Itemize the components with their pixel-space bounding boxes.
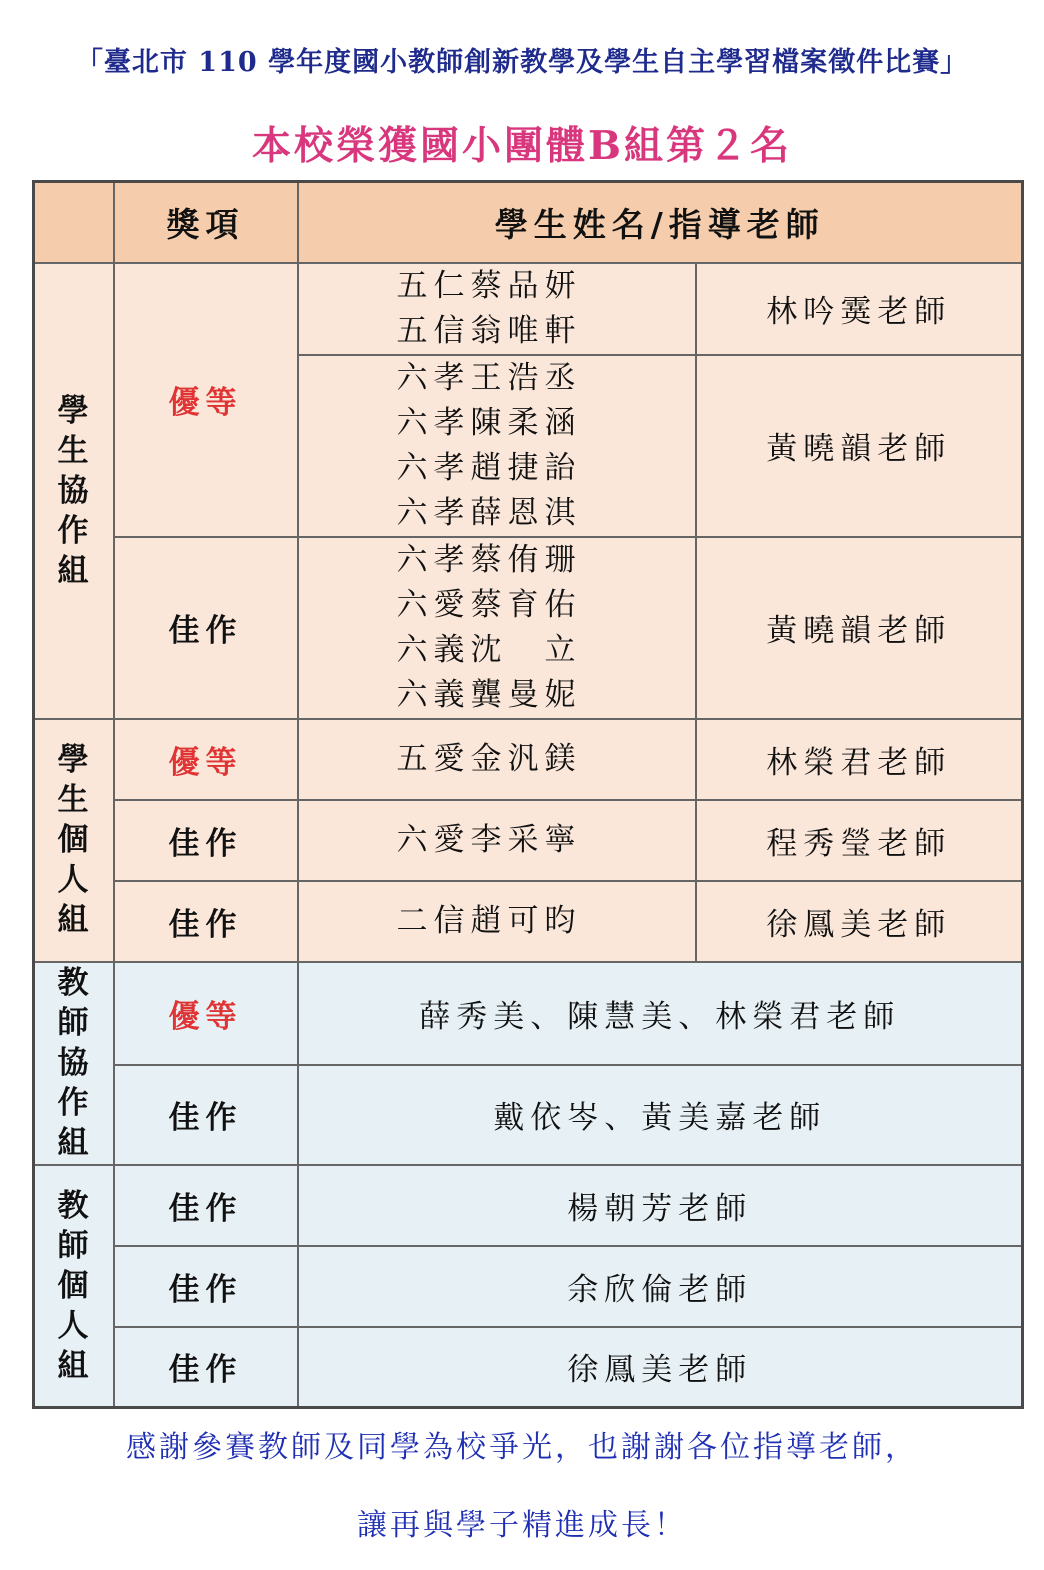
table-row (34, 1065, 1023, 1165)
group-student-team-label: 學生協作組 (57, 392, 95, 589)
student-name: 六孝趙捷詒 (396, 449, 582, 486)
award-cell: 佳作 (114, 1246, 298, 1327)
student-name-cell (298, 719, 696, 800)
teacher-names-cell: 余欣倫老師 (298, 1246, 1023, 1327)
teacher-names-cell: 徐鳳美老師 (298, 1327, 1023, 1408)
student-name: 六愛蔡育佑 (396, 586, 582, 623)
achievement-title: 本校榮獲國小團體B組第２名 (252, 123, 792, 169)
group-teacher-team-label: 教師協作組 (57, 965, 95, 1161)
award-cell: 優等 (114, 263, 298, 537)
student-name: 六義沈 立 (396, 631, 582, 668)
table-row (34, 1327, 1023, 1408)
student-name-cell (298, 881, 696, 962)
table-row (34, 263, 1023, 355)
group-student-individual-label: 學生個人組 (57, 742, 95, 938)
student-name: 六孝薛恩淇 (396, 494, 582, 531)
student-name: 六孝蔡侑珊 (396, 541, 582, 578)
student-name: 五信翁唯軒 (396, 312, 582, 349)
student-name: 二信趙可昀 (396, 902, 582, 939)
student-name: 五仁蔡品妍 (396, 267, 582, 304)
table-row (34, 537, 1023, 719)
teacher-names-cell: 戴依岑、黃美嘉老師 (298, 1065, 1023, 1165)
header-blank-cell (34, 182, 114, 263)
group-student-team (34, 263, 114, 719)
teacher-cell: 黃曉韻老師 (696, 537, 1023, 719)
teacher-names-cell: 楊朝芳老師 (298, 1165, 1023, 1246)
teacher-cell: 林吟霙老師 (696, 263, 1023, 355)
award-cell: 佳作 (114, 1165, 298, 1246)
table-row (34, 1246, 1023, 1327)
award-cell: 佳作 (114, 1327, 298, 1408)
student-names-cell (298, 263, 696, 355)
table-row (34, 962, 1023, 1065)
teacher-cell: 林榮君老師 (696, 719, 1023, 800)
group-teacher-individual-label: 教師個人組 (57, 1187, 95, 1384)
award-cell: 佳作 (114, 881, 298, 962)
header-award: 獎項 (114, 182, 298, 263)
student-name: 六義龔曼妮 (396, 676, 582, 713)
table-row (34, 719, 1023, 800)
group-teacher-team (34, 962, 114, 1165)
award-cell: 優等 (114, 962, 298, 1065)
table-header-row (34, 182, 1023, 263)
header-names: 學生姓名/指導老師 (298, 182, 1023, 263)
award-cell: 佳作 (114, 800, 298, 881)
teacher-cell: 黃曉韻老師 (696, 355, 1023, 537)
student-name: 五愛金汎鎂 (396, 740, 582, 777)
group-student-individual (34, 719, 114, 962)
award-cell: 佳作 (114, 537, 298, 719)
teacher-names-cell: 薛秀美、陳慧美、林榮君老師 (298, 962, 1023, 1065)
award-cell: 佳作 (114, 1065, 298, 1165)
teacher-cell: 徐鳳美老師 (696, 881, 1023, 962)
teacher-cell: 程秀瑩老師 (696, 800, 1023, 881)
thanks-line-1: 感謝參賽教師及同學為校爭光，也謝謝各位指導老師， (126, 1430, 918, 1465)
table-row (34, 1165, 1023, 1246)
table-row (34, 881, 1023, 962)
awards-table (32, 180, 1024, 1409)
student-name-cell (298, 800, 696, 881)
student-name: 六孝陳柔涵 (396, 404, 582, 441)
student-name: 六孝王浩丞 (396, 359, 582, 396)
award-cell: 優等 (114, 719, 298, 800)
table-row (34, 800, 1023, 881)
student-names-cell (298, 537, 696, 719)
student-name: 六愛李采寧 (396, 821, 582, 858)
student-names-cell (298, 355, 696, 537)
competition-title: 「臺北市 110 學年度國小教師創新教學及學生自主學習檔案徵件比賽」 (75, 47, 969, 78)
thanks-line-2: 讓再與學子精進成長！ (357, 1508, 687, 1543)
group-teacher-individual (34, 1165, 114, 1408)
